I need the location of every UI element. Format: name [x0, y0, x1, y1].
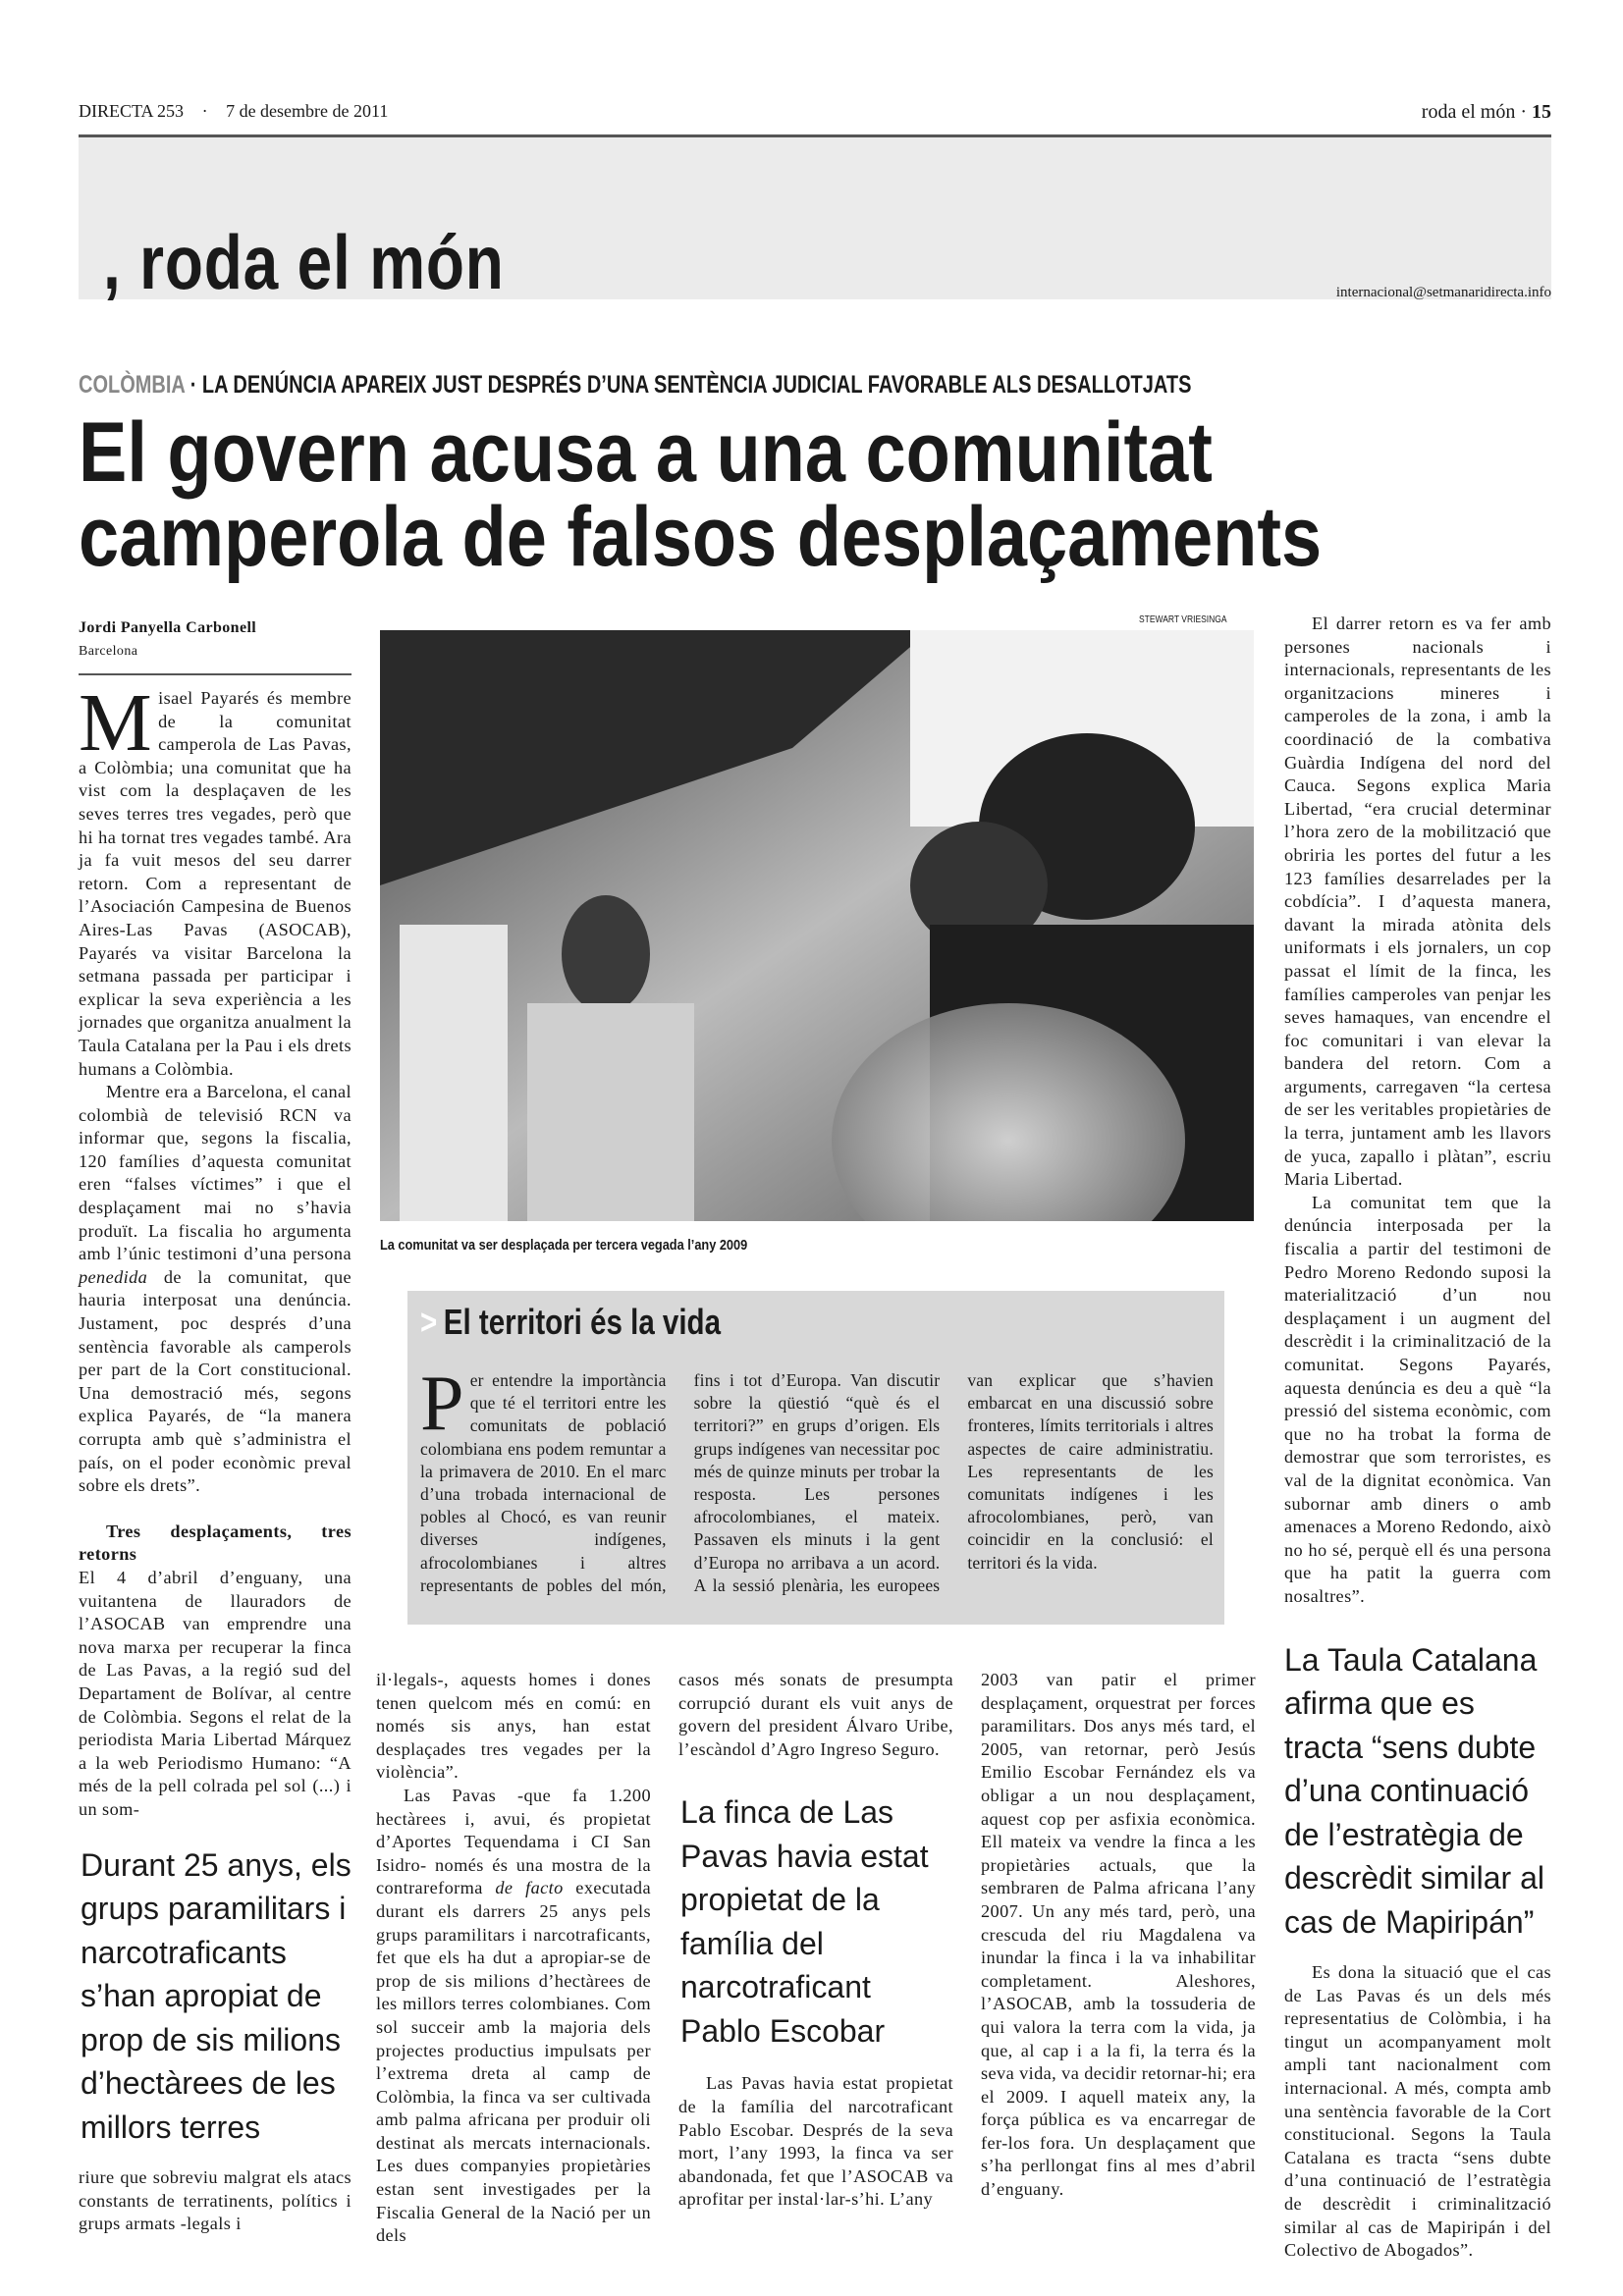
paragraph: Las Pavas havia estat propietat de la família del narcotraficant Pablo Escobar. Després de la seva mort, l’any 1993, la finca va ser abandonada, fet que l’ASOCAB va aprofitar per instal·lar-s’hi. L’any — [678, 2073, 953, 2210]
pull-quote: La finca de Las Pavas havia estat propietat de la família del narcotraficant Pablo Escobar — [680, 1794, 929, 2049]
paragraph — [376, 1785, 651, 2248]
text: Mentre era a Barcelona, el canal colombià de televisió RCN va informar que, segons la fiscalia, 120 famílies d’aquesta comunitat eren “falses víctimes” i que el desplaçament mai no s’havia produït. La fiscalia ho argumenta amb l’únic testimoni d’una persona — [79, 1082, 352, 1264]
lower-columns — [376, 1669, 1260, 2248]
sidebar-text — [420, 1361, 1214, 1597]
pull-quote: Durant 25 anys, els grups paramilitars i narcotraficants s’han apropiat de prop de sis milions d’hectàrees de les millors terres — [81, 1846, 352, 2145]
kicker-text: LA DENÚNCIA APAREIX JUST DESPRÉS D’UNA SENTÈNCIA JUDICIAL FAVORABLE ALS DESALLOTJATS — [201, 371, 1192, 399]
news-photo — [380, 630, 1254, 1221]
italic-text: penedida — [79, 1266, 148, 1287]
text: executada durant els darrers 25 anys pels grups paramilitars i narcotraficants, fet que els ha dut a apropiar-se de prop de sis milions d’hectàrees de les millors terres colombianes. Com sol succeir amb la majoria dels projectes productius impulsats per l’extrema dreta al camp de Colòmbia, la finca va ser cultivada amb palma africana per produir oli destinat als mercats internacionals. Les dues companyies propietàries estan sent investigades per la Fiscalia General de la Nació per un dels — [376, 1878, 651, 2246]
article-column-5 — [1284, 613, 1551, 2263]
paragraph: il·legals-, aquests homes i dones tenen quelcom més en comú: en només sis anys, han estat desplaçades tres vegades per la violència”. — [376, 1670, 651, 1783]
kicker-country: COLÒMBIA — [79, 371, 186, 399]
lower-block — [376, 1291, 1260, 2248]
publication-date: 7 de desembre de 2011 — [226, 101, 389, 121]
section-title: , roda el món — [103, 219, 505, 305]
folio-separator: · — [1520, 101, 1527, 123]
text: de la comunitat, que hauria interposat una denúncia. Justament, poc després d’una sentència favorable als camperols per part de la Cort constitucional. Una demostració més, segons explica Payarés, de “la manera corrupta amb què s’administra el país, on el poder econòmic preval sobre els drets”. — [79, 1266, 352, 1496]
article-column-1 — [79, 616, 352, 2236]
folio-separator: · — [201, 101, 208, 121]
sidebar-title-text: El territori és la vida — [443, 1302, 722, 1342]
headline-line: El govern acusa a una comunitat — [79, 405, 1213, 500]
sidebar-box — [407, 1291, 1224, 1625]
author: Jordi Panyella Carbonell — [79, 619, 257, 636]
article-column-4 — [981, 1669, 1256, 2202]
byline — [79, 616, 352, 675]
section-email: internacional@setmanaridirecta.info — [1335, 285, 1551, 300]
drop-cap: P — [420, 1361, 464, 1447]
dateline-place: Barcelona — [79, 644, 138, 659]
photo-credit: STEWART VRIESINGA — [1139, 614, 1227, 625]
kicker — [79, 371, 1191, 400]
folio-left — [79, 101, 388, 122]
paragraph: Es dona la situació que el cas de Las Pavas és un dels més representatius de Colòmbia, i ha tingut un acompanyament molt ampli tant nacionalment com internacional. A més, compta amb una sentència favorable de la Cort constitucional. Segons la Taula Catalana es tracta “sens dubte d’una continuació de l’estratègia de descrèdit i criminalització similar al cas de Mapiripán i del Colectivo de Abogados”. — [1284, 1962, 1551, 2261]
chevron-right-icon: > — [420, 1302, 438, 1342]
kicker-separator: · — [189, 371, 197, 399]
page-number: 15 — [1532, 101, 1551, 123]
folio-right — [1422, 101, 1551, 124]
text: er entendre la importància que té el territori entre les comunitats de població colombiana ens podem remuntar a la primavera de 2010. En el marc d’una trobada internacional de pobles al Chocó, es van reunir diverses indígenes, afrocolombianes i altres representants de pobles del món, fins i tot d’Europa. Van discutir sobre la qüestió “què és el territori?” en grups d’origen. Els grups indígenes van necessitar poc més de quinze minuts per trobar la resposta. Les persones afrocolombianes, el mateix. Passaven els minuts i la gent d’Europa no arribava a un acord. A la sessió plenària, les europees van explicar que s’havien embarcat en una discussió sobre fronteres, límits territorials i altres aspectes de caire administratiu. Les representants de les comunitats indígenes i les afrocolombianes, però, van coincidir en la conclusió: el territori és la vida. — [420, 1370, 1214, 1595]
publication-issue: DIRECTA 253 — [79, 101, 185, 121]
text: Las Pavas -que fa 1.200 hectàrees i, avui, és propietat d’Aportes Tequendama i CI San Isidro- només és una mostra de la contrareforma — [376, 1785, 651, 1898]
article-column-2 — [376, 1669, 651, 2248]
photo-caption: La comunitat va ser desplaçada per tercera vegada l’any 2009 — [380, 1237, 748, 1254]
photo-image — [380, 630, 1254, 1221]
subheading: Tres desplaçaments, tres retorns — [79, 1521, 352, 1565]
paragraph — [79, 1081, 352, 1498]
paragraph: El darrer retorn es va fer amb persones nacionals i internacionals, representants de les organitzacions mineres i camperoles de la zona, i amb la coordinació de la combativa Guàrdia Indígena del nord del Cauca. Segons explica Maria Libertad, “era crucial determinar l’hora zero de la mobilització que obriria les portes del futur a les 123 famílies desarrelades per la cobdícia”. I d’aquesta manera, davant la mirada atònita dels uniformats i els jornalers, un cop passat el límit de la finca, les famílies camperoles van penjar les seves hamaques, van encendre el foc comunitari i van elevar la bandera del retorn. Com a arguments, carregaven “la certesa de ser les veritables propietàries de la terra, juntament amb les llavors de yuca, zapallo i plàtan”, escriu Maria Libertad. — [1284, 614, 1551, 1190]
paragraph: La comunitat tem que la denúncia interposada per la fiscalia a partir del testimoni de Pedro Moreno Redondo suposi la materialització d’un nou desplaçament i un augment del descrèdit i la criminalització de la comunitat. Segons Payarés, aquesta denúncia es deu a què “la pressió del sistema econòmic, com que no ha trobat la forma de demostrar que som terroristes, es val de la dignitat econòmica. Van subornar amb diners o amb amenaces a Moreno Redondo, això no ho sé, perquè ell és una persona que ha patit la guerra com nosaltres”. — [1284, 1192, 1551, 1606]
paragraph: casos més sonats de presumpta corrupció durant els vuit anys de govern del president Álvaro Uribe, l’escàndol d’Agro Ingreso Seguro. — [678, 1670, 953, 1759]
text: isael Payarés és membre de la comunitat camperola de Las Pavas, a Colòmbia; una comunitat que ha vist com la desplaçaven de les seves terres tres vegades, però que hi ha tornat tres vegades també. Ara ja fa vuit mesos del seu darrer retorn. Com a representant de l’Asociación Campesina de Buenos Aires-Las Pavas (ASOCAB), Payarés va visitar Barcelona la setmana passada per participar i explicar la seva experiència a les jornades que organitza anualment la Taula Catalana per la Pau i els drets humans a Colòmbia. — [79, 688, 352, 1079]
italic-text: de facto — [495, 1878, 564, 1898]
paragraph: riure que sobreviu malgrat els atacs constants de terratinents, polítics i grups armats -legals i — [79, 2167, 352, 2234]
paragraph — [79, 677, 352, 1081]
pull-quote: La Taula Catalana afirma que es tracta “sens dubte d’una continuació de l’estratègia de descrèdit similar al cas de Mapiripán” — [1284, 1641, 1544, 1940]
drop-cap: M — [79, 677, 153, 769]
article-column-3 — [678, 1669, 953, 2212]
paragraph: El 4 d’abril d’enguany, una vuitantena de llauradors de l’ASOCAB van emprendre una nova marxa per recuperar la finca de Las Pavas, a la regió sud del Departament de Bolívar, al centre de Colòmbia. Segons el relat de la periodista Maria Libertad Márquez a la web Periodismo Humano: “A més de la pell colrada pel sol (...) i un som- — [79, 1567, 352, 1819]
section-name: roda el món — [1421, 101, 1516, 123]
paragraph: 2003 van patir el primer desplaçament, orquestrat per forces paramilitars. Dos anys més tard, el 2005, van retornar, però Jesús Emilio Escobar Fernández els va obligar a un nou desplaçament, aquest cop per asfixia econòmica. Ell mateix va vendre la finca a les propietàries actuals, que la sembraren de Palma africana l’any 2007. Un any més tard, però, una crescuda del riu Magdalena va inundar la finca i la va inhabilitar completament. Aleshores, l’ASOCAB, amb la tossuderia de qui valora la terra com la vida, ja que, al cap i a la fi, la terra és la seva vida, va decidir retornar-hi; era el 2009. I aquell mateix any, la força pública es va encarregar de fer-los fora. Un desplaçament que s’ha perllongat fins al mes d’abril d’enguany. — [981, 1670, 1256, 2200]
headline — [79, 405, 1323, 584]
sidebar-title — [420, 1301, 1071, 1344]
headline-line: camperola de falsos desplaçaments — [79, 490, 1323, 584]
